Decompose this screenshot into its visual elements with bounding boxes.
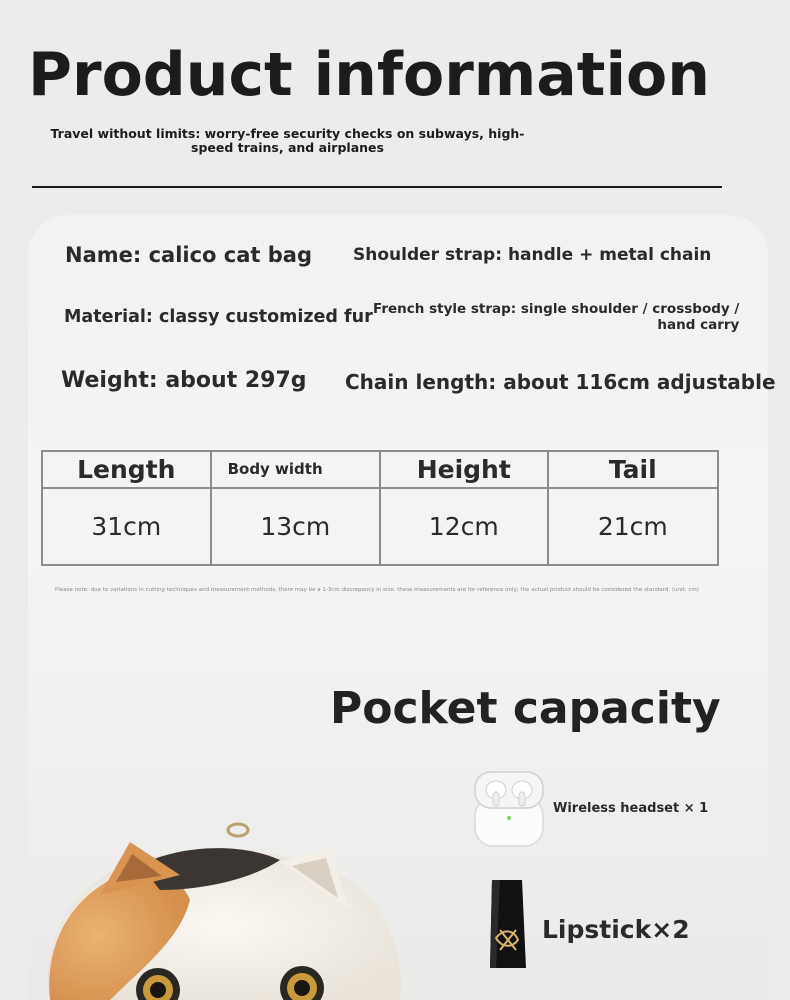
spec-material: Material: classy customized fur (64, 307, 373, 327)
spec-french-strap (373, 301, 739, 333)
value-length: 31cm (42, 488, 211, 565)
spec-french-strap-line2: hand carry (657, 317, 740, 333)
pocket-item-lipstick: Lipstick×2 (542, 915, 690, 944)
value-height: 12cm (380, 488, 548, 565)
calico-cat-bag-image (30, 820, 410, 1000)
dimensions-value-row (42, 488, 718, 565)
dimensions-table (41, 450, 719, 566)
pocket-capacity-title: Pocket capacity (330, 683, 721, 734)
page-subtitle: Travel without limits: worry-free security checks on subways, high-speed trains, and airplanes (50, 126, 525, 155)
spec-weight: Weight: about 297g (61, 368, 307, 393)
measurement-note: Please note: due to variations in cutting techniques and measurement methods, there may be a 1-3cm discrepancy in size. these measurements are for reference only; the actual product should be considered the standard. (unit: cm) (55, 587, 699, 593)
dimensions-header-row (42, 451, 718, 488)
header-tail: Tail (548, 451, 718, 488)
pocket-item-headset: Wireless headset × 1 (553, 801, 709, 816)
lipstick-icon (486, 878, 530, 970)
earbuds-case-icon (472, 768, 546, 848)
header-length: Length (42, 451, 211, 488)
spec-chain-length: Chain length: about 116cm adjustable (345, 370, 776, 394)
value-tail: 21cm (548, 488, 718, 565)
title-divider (32, 186, 722, 188)
header-body-width: Body width (211, 451, 380, 488)
spec-french-strap-line1: French style strap: single shoulder / crossbody / (373, 301, 740, 317)
spec-name: Name: calico cat bag (65, 243, 312, 267)
value-body-width: 13cm (211, 488, 380, 565)
spec-shoulder-strap: Shoulder strap: handle + metal chain (353, 245, 712, 265)
page-title: Product information (28, 40, 710, 110)
header-height: Height (380, 451, 548, 488)
